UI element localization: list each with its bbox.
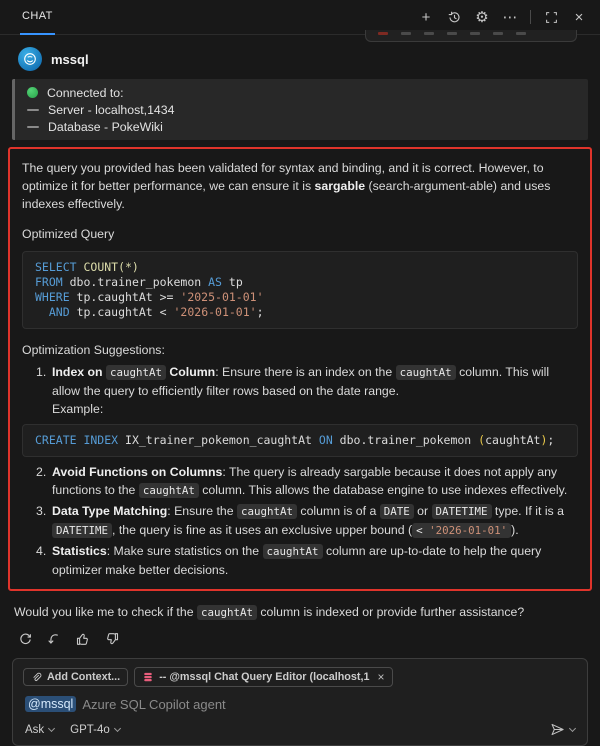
mssql-mention-chip: @mssql [25, 696, 76, 712]
remnant-icon [493, 32, 503, 35]
attachment-label: -- @mssql Chat Query Editor (localhost,1 [159, 671, 370, 683]
mode-label: Ask [25, 723, 45, 736]
mssql-avatar-icon [18, 47, 42, 71]
inline-code: caughtAt [263, 544, 323, 559]
message-header [18, 47, 588, 71]
model-label: GPT-4o [70, 723, 110, 736]
intro-paragraph: The query you provided has been validated for syntax and binding, and it is correct. However, to optimize it for better performance, we can ensure it is sargable (search-argument-able) and uses indexes effectively. [22, 161, 554, 211]
thumbs-down-icon[interactable] [103, 630, 121, 648]
list-item: 2. Avoid Functions on Columns: The query is already sargable because it does not apply any functions to the caughtAt column. This allows the database engine to use indexes effectively. [36, 465, 568, 497]
message-input[interactable] [25, 696, 575, 712]
example-label: Example: [52, 402, 104, 416]
agent-name: mssql [51, 51, 89, 67]
mode-dropdown[interactable] [25, 724, 54, 736]
remnant-icon [424, 32, 434, 35]
chat-content [0, 47, 600, 746]
inline-code: DATE [380, 504, 414, 519]
remnant-icon [447, 32, 457, 35]
list-item: 4. Statistics: Make sure statistics on the caughtAt column are up-to-date to help the query optimizer make better decisions. [36, 544, 545, 577]
settings-gear-icon[interactable]: ⚙ [475, 9, 489, 26]
connected-dot-icon [27, 87, 38, 98]
sql-code-block: SELECT COUNT(*) FROM dbo.trainer_pokemon AS tp WHERE tp.caughtAt >= '2025-01-01' AND tp.caughtAt < '2026-01-01'; [22, 251, 578, 329]
rerun-icon[interactable] [16, 630, 34, 648]
connection-database: Database - PokeWiki [48, 119, 163, 134]
remnant-icon [516, 32, 526, 35]
followup-question: Would you like me to check if the caughtAt column is indexed or provide further assistance? [14, 605, 525, 619]
inline-code: caughtAt [197, 605, 257, 620]
chevron-down-icon [48, 724, 55, 731]
remnant-icon [401, 32, 411, 35]
composer-controls [25, 722, 575, 737]
connection-title: Connected to: [47, 85, 124, 100]
connection-database-row [27, 118, 576, 135]
inline-code: caughtAt [106, 365, 166, 380]
list-item: 3. Data Type Matching: Ensure the caughtAt column is of a DATE or DATETIME type. If it is a DATETIME , the query is fine as it uses an exclusive upper bound ( < '2026-01-01' ). [36, 504, 568, 537]
inline-code: caughtAt [237, 504, 297, 519]
inline-code: DATETIME [432, 504, 492, 519]
inline-code: caughtAt [396, 365, 456, 380]
inline-code: < '2026-01-01' [412, 523, 511, 538]
context-pills [23, 667, 577, 687]
suggestions-list [22, 363, 578, 579]
titlebar-actions [415, 6, 590, 28]
maximize-icon[interactable] [540, 6, 562, 28]
chat-input-box[interactable] [12, 658, 588, 746]
create-index-code-block: CREATE INDEX IX_trainer_pokemon_caughtAt ON dbo.trainer_pokemon (caughtAt); [22, 424, 578, 457]
send-button[interactable] [550, 722, 575, 737]
list-item: 1. Index on caughtAt Column: Ensure there is an index on the caughtAt column. This will allow the query to efficiently filter rows based on the date range. Example: CREATE INDEX IX_trainer_pokemon_caughtAt ON dbo.trainer_pokemon (caughtAt); [52, 363, 578, 457]
new-chat-icon[interactable]: + [421, 8, 431, 26]
input-placeholder: Azure SQL Copilot agent [82, 696, 226, 712]
chevron-down-icon [114, 724, 121, 731]
thumbs-up-icon[interactable] [74, 630, 92, 648]
paperclip-icon [31, 672, 42, 683]
connection-server: Server - localhost,1434 [48, 102, 175, 117]
optimized-query-heading: Optimized Query [22, 227, 115, 241]
more-actions-icon[interactable]: ⋯ [502, 9, 518, 26]
dash-icon [27, 109, 39, 111]
remove-attachment-icon[interactable]: × [377, 670, 385, 684]
add-context-button[interactable] [23, 668, 128, 686]
tab-chat[interactable] [20, 0, 55, 35]
suggestions-heading: Optimization Suggestions: [22, 343, 165, 357]
remnant-icon [378, 32, 388, 35]
undo-icon[interactable] [45, 630, 63, 648]
titlebar-separator [530, 10, 531, 24]
database-icon [142, 671, 154, 683]
inline-code: caughtAt [139, 483, 199, 498]
feedback-toolbar [16, 630, 588, 648]
tab-chat-label: CHAT [22, 10, 53, 22]
close-icon[interactable]: × [574, 8, 584, 26]
dash-icon [27, 126, 39, 128]
chevron-down-icon [569, 724, 576, 731]
inline-code: DATETIME [52, 523, 112, 538]
connection-status-block [12, 79, 588, 140]
history-icon[interactable] [443, 6, 465, 28]
editor-toolbar-remnant [365, 30, 577, 42]
send-plane-icon [550, 722, 565, 737]
model-dropdown[interactable] [70, 724, 120, 736]
remnant-icon [470, 32, 480, 35]
attachment-pill[interactable] [134, 667, 392, 687]
assistant-response [8, 147, 592, 591]
connection-server-row [27, 101, 576, 118]
add-context-label: Add Context... [47, 671, 121, 683]
connection-status-row [27, 84, 576, 101]
